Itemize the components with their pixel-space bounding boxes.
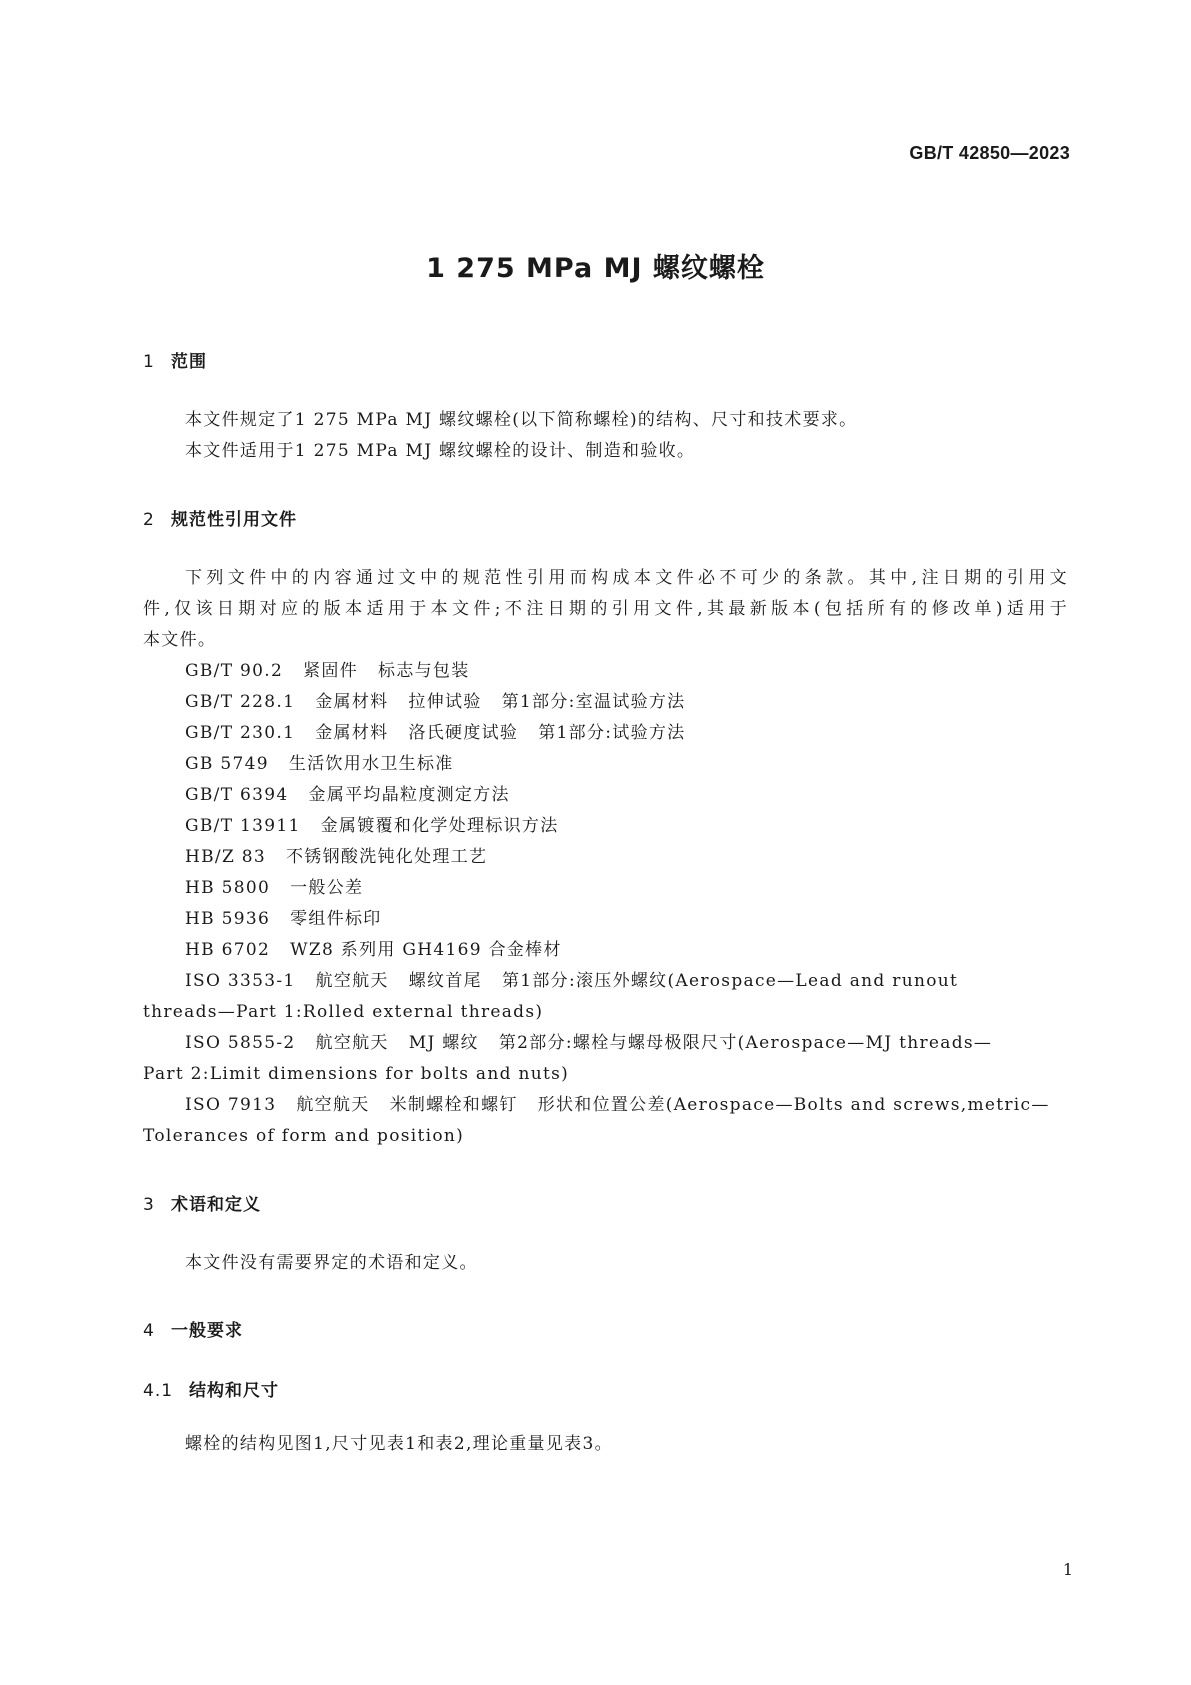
section-number: 1: [143, 352, 155, 372]
document-title: 1 275 MPa MJ 螺纹螺栓: [426, 253, 765, 284]
reference-code: GB/T 90.2: [185, 661, 284, 681]
paragraph: 本文件没有需要界定的术语和定义。: [185, 1253, 478, 1273]
reference-code: GB/T 13911: [185, 816, 301, 836]
reference-title: 第1部分:滚压外螺纹(Aerospace—Lead and runout: [501, 971, 959, 991]
reference-title: 形状和位置公差(Aerospace—Bolts and screws,metric—: [537, 1095, 1050, 1115]
paragraph-line: 下列文件中的内容通过文中的规范性引用而构成本文件必不可少的条款。其中,注日期的引用文: [185, 568, 1068, 588]
reference-title: 第1部分:试验方法: [538, 723, 686, 743]
section-2-heading: [143, 505, 297, 530]
reference-title: MJ 螺纹: [408, 1033, 479, 1053]
reference-title: 金属镀覆和化学处理标识方法: [320, 816, 559, 836]
reference-entry: [185, 689, 1068, 715]
reference-code: HB 5800: [185, 878, 271, 898]
reference-entry: [185, 937, 1068, 963]
section-title: 术语和定义: [171, 1195, 261, 1215]
reference-entry: [185, 875, 1068, 901]
reference-entry: [185, 658, 1068, 684]
paragraph-line: 本文件。: [143, 630, 217, 650]
reference-title: 米制螺栓和螺钉: [389, 1095, 518, 1115]
reference-code: GB 5749: [185, 754, 269, 774]
section-number: 2: [143, 510, 155, 530]
reference-title: 生活饮用水卫生标准: [288, 754, 454, 774]
reference-entry: [185, 906, 1068, 932]
paragraph: 本文件规定了1 275 MPa MJ 螺纹螺栓(以下简称螺栓)的结构、尺寸和技术要求。: [185, 410, 858, 430]
reference-code: HB 5936: [185, 909, 271, 929]
section-number: 3: [143, 1195, 155, 1215]
subsection-number: 4.1: [143, 1381, 174, 1401]
reference-title: 零组件标印: [290, 909, 382, 929]
section-title: 一般要求: [171, 1321, 243, 1341]
reference-entry: [185, 844, 1068, 870]
reference-title: WZ8 系列用 GH4169 合金棒材: [290, 940, 562, 960]
section-title: 规范性引用文件: [171, 510, 297, 530]
reference-title: 不锈钢酸洗钝化处理工艺: [286, 847, 488, 867]
standard-code: GB/T 42850—2023: [909, 143, 1070, 163]
reference-entry: [185, 1092, 1068, 1118]
reference-entry: [185, 720, 1068, 746]
subsection-title: 结构和尺寸: [189, 1381, 279, 1401]
reference-title: 洛氏硬度试验: [408, 723, 519, 743]
reference-continuation: Tolerances of form and position): [143, 1126, 465, 1146]
reference-code: GB/T 228.1: [185, 692, 296, 712]
reference-code: ISO 5855-2: [185, 1033, 296, 1053]
reference-entry: [185, 782, 1068, 808]
reference-continuation: Part 2:Limit dimensions for bolts and nuts): [143, 1064, 570, 1084]
paragraph-line: 件,仅该日期对应的版本适用于本文件;不注日期的引用文件,其最新版本(包括所有的修改单)适用于: [143, 599, 1068, 619]
paragraph: 本文件适用于1 275 MPa MJ 螺纹螺栓的设计、制造和验收。: [185, 441, 696, 461]
reference-code: HB 6702: [185, 940, 271, 960]
reference-title: 航空航天: [315, 1033, 389, 1053]
reference-title: 金属材料: [315, 692, 389, 712]
reference-entry: [185, 813, 1068, 839]
page-number: 1: [1062, 1560, 1073, 1579]
subsection-4-1-heading: [143, 1376, 279, 1401]
reference-entry: [185, 1030, 1068, 1056]
reference-title: 拉伸试验: [408, 692, 482, 712]
section-4-heading: [143, 1316, 243, 1341]
reference-title: 金属平均晶粒度测定方法: [308, 785, 510, 805]
reference-title: 第2部分:螺栓与螺母极限尺寸(Aerospace—MJ threads—: [498, 1033, 993, 1053]
reference-code: HB/Z 83: [185, 847, 266, 867]
reference-title: 一般公差: [290, 878, 364, 898]
section-title: 范围: [171, 352, 207, 372]
reference-title: 航空航天: [315, 971, 389, 991]
section-1-heading: [143, 347, 207, 372]
section-number: 4: [143, 1321, 155, 1341]
reference-title: 螺纹首尾: [408, 971, 482, 991]
reference-continuation: threads—Part 1:Rolled external threads): [143, 1002, 544, 1022]
reference-entry: [185, 751, 1068, 777]
reference-title: 金属材料: [315, 723, 389, 743]
reference-code: ISO 7913: [185, 1095, 277, 1115]
reference-title: 标志与包装: [378, 661, 470, 681]
reference-code: GB/T 6394: [185, 785, 289, 805]
reference-entry: [185, 968, 1068, 994]
reference-title: 第1部分:室温试验方法: [501, 692, 686, 712]
reference-code: ISO 3353-1: [185, 971, 296, 991]
reference-title: 紧固件: [303, 661, 359, 681]
reference-code: GB/T 230.1: [185, 723, 296, 743]
paragraph: 螺栓的结构见图1,尺寸见表1和表2,理论重量见表3。: [185, 1434, 613, 1454]
section-3-heading: [143, 1190, 261, 1215]
reference-title: 航空航天: [296, 1095, 370, 1115]
